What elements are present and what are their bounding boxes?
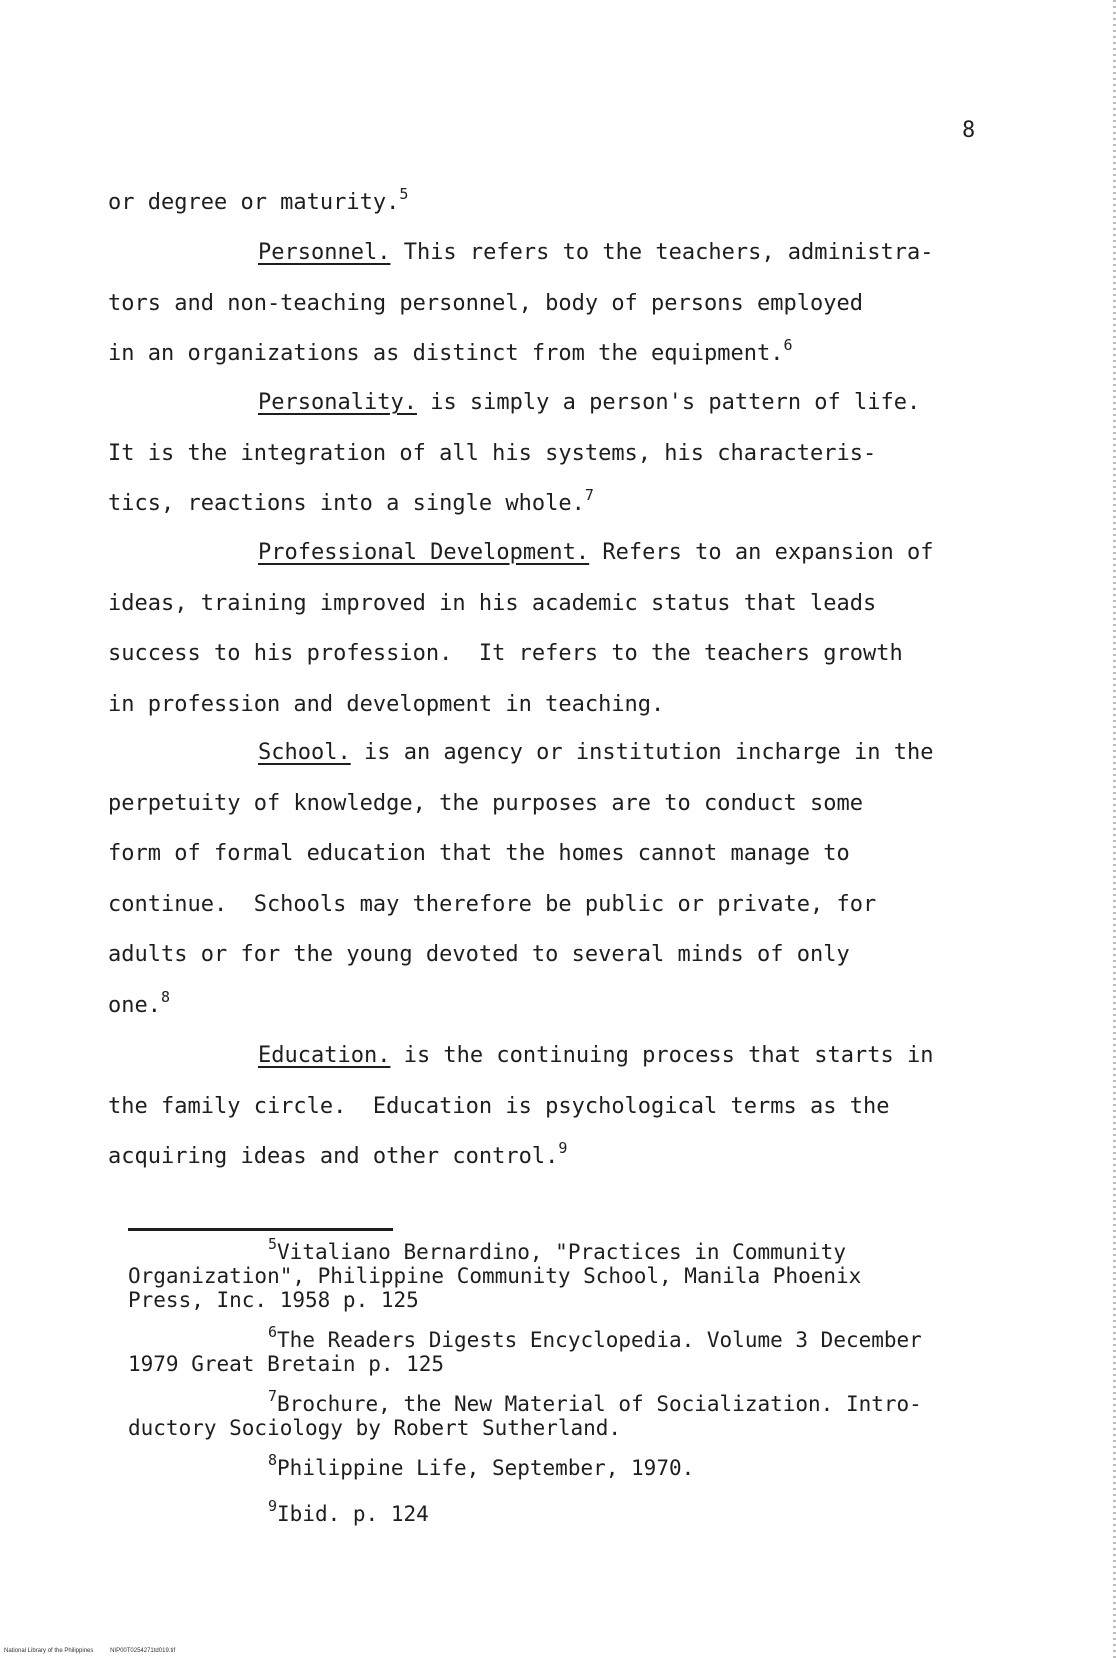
footnote-text: Philippine Life, September, 1970.: [277, 1456, 695, 1480]
line-text: tics, reactions into a single whole.: [108, 491, 585, 517]
footnote-text: 1979 Great Bretain p. 125: [128, 1352, 445, 1376]
definition-school: [108, 728, 1068, 1032]
line-text: It is the integration of all his systems, his characteris-: [108, 440, 877, 466]
footnote-ref: 6: [783, 336, 793, 355]
line-text: is simply a person's pattern of life.: [416, 390, 921, 415]
footnote-5: [128, 1235, 846, 1264]
footnote-ref: 8: [160, 987, 171, 1006]
line-text: in profession and development in teaching.: [108, 691, 665, 717]
footnote-mark: 8: [268, 1451, 278, 1469]
paragraph-continuation: [108, 178, 1068, 229]
line-text: form of formal education that the homes cannot manage to: [108, 841, 850, 867]
footnote-text: ductory Sociology by Robert Sutherland.: [128, 1416, 622, 1440]
footnote-text: Organization", Philippine Community School, Manila Phoenix: [128, 1264, 862, 1288]
line-text: This refers to the teachers, administra-: [390, 240, 934, 265]
line-text: the family circle. Education is psychological terms as the: [108, 1093, 890, 1119]
footer-library: National Library of the Philippines: [4, 1648, 94, 1654]
line-text: perpetuity of knowledge, the purposes are to conduct some: [108, 790, 863, 816]
footnote-text: Vitaliano Bernardino, "Practices in Community: [277, 1240, 846, 1264]
line-text: adults or for the young devoted to several minds of only: [108, 942, 850, 968]
footnote-7: [128, 1387, 922, 1416]
footnote-text: Ibid. p. 124: [277, 1502, 429, 1526]
footnote-text: Brochure, the New Material of Socialization. Intro-: [277, 1392, 922, 1416]
term-personality: Personality.: [258, 390, 417, 415]
line-text: ideas, training improved in his academic status that leads: [108, 590, 877, 616]
line-text: or degree or maturity.: [108, 190, 400, 215]
term-professional-development: Professional Development.: [258, 540, 590, 565]
footnote-mark: 5: [268, 1235, 278, 1253]
definition-personality: [108, 378, 1068, 530]
definition-education: [108, 1031, 1068, 1183]
footnote-mark: 6: [268, 1323, 278, 1341]
footnote-text: Press, Inc. 1958 p. 125: [128, 1288, 419, 1312]
definition-personnel: [108, 228, 1068, 380]
footnote-ref: 7: [584, 486, 594, 505]
footnote-mark: 7: [268, 1387, 278, 1405]
term-school: School.: [258, 740, 351, 765]
footnote-ref: 9: [558, 1139, 568, 1158]
footer-file: NIP00T0254271td019.tif: [110, 1648, 176, 1654]
footnote-9: [128, 1497, 429, 1526]
footnote-6: [128, 1323, 922, 1352]
line-text: is the continuing process that starts in: [390, 1043, 934, 1068]
term-education: Education.: [258, 1043, 391, 1068]
footnote-ref: 5: [399, 185, 409, 203]
line-text: one.: [108, 992, 161, 1018]
line-text: is an agency or institution incharge in the: [350, 740, 934, 765]
line-text: Refers to an expansion of: [589, 540, 934, 565]
line-text: success to his profession. It refers to the teachers growth: [108, 641, 903, 667]
line-text: continue. Schools may therefore be public or private, for: [108, 891, 877, 917]
definition-professional-development: [108, 528, 1068, 730]
scan-footer: [4, 1648, 175, 1654]
page-number: 8: [962, 118, 976, 143]
footnote-8: [128, 1451, 695, 1480]
footnote-mark: 9: [268, 1497, 278, 1515]
footnote-text: The Readers Digests Encyclopedia. Volume 3 December: [277, 1328, 922, 1352]
line-text: acquiring ideas and other control.: [108, 1144, 559, 1170]
footnote-separator: [128, 1228, 393, 1231]
term-personnel: Personnel.: [258, 240, 391, 265]
line-text: tors and non-teaching personnel, body of persons employed: [108, 290, 863, 316]
line-text: in an organizations as distinct from the equipment.: [108, 341, 784, 367]
